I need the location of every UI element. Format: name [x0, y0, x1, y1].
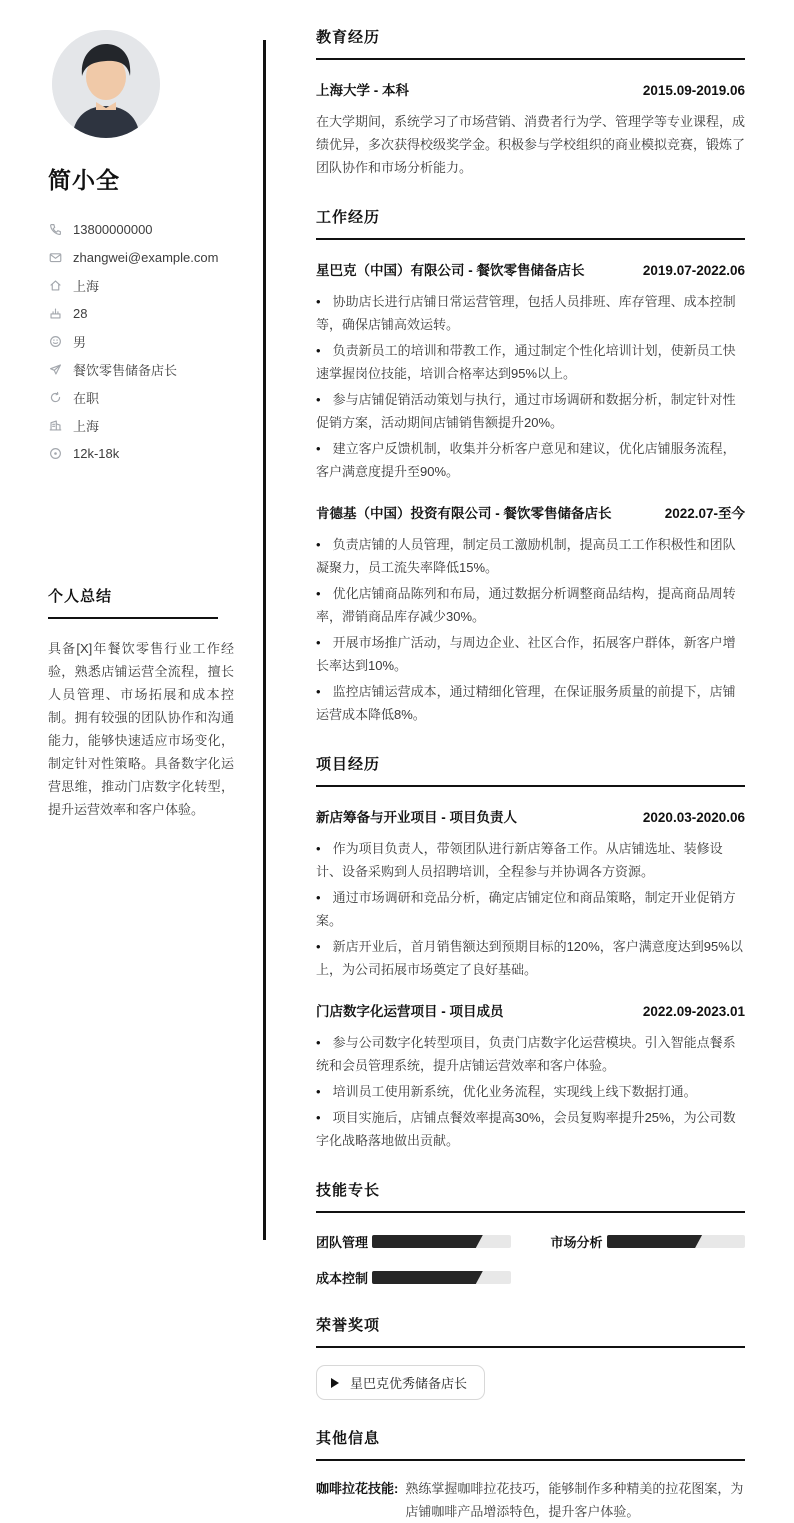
contact-city — [48, 411, 235, 439]
skill-bar-track — [372, 1235, 511, 1248]
other-info-label: 咖啡拉花技能: — [316, 1481, 399, 1496]
contact-value: 男 — [73, 334, 87, 350]
contact-value: 28 — [73, 305, 88, 321]
contact-value: 上海 — [73, 418, 100, 434]
education-heading: 教育经历 — [316, 26, 745, 60]
honors-section — [316, 1314, 745, 1400]
project-title: 新店筹备与开业项目 - 项目负责人 — [316, 810, 517, 825]
education-date: 2015.09-2019.06 — [642, 83, 745, 98]
candidate-name: 简小全 — [48, 167, 120, 193]
work-heading: 工作经历 — [316, 206, 745, 240]
contact-position — [48, 355, 235, 383]
salary-icon — [48, 446, 62, 460]
job-title: 肯德基（中国）投资有限公司 - 餐饮零售储备店长 — [316, 506, 612, 521]
contact-gender — [48, 327, 235, 355]
avatar-portrait — [52, 30, 160, 138]
badge-row — [316, 1365, 745, 1400]
contact-location — [48, 271, 235, 299]
main-content — [266, 0, 794, 1519]
project-bullet: • 培训员工使用新系统，优化业务流程，实现线上线下数据打通。 — [316, 1080, 745, 1103]
contact-value: 在职 — [73, 390, 100, 406]
project-item-header — [316, 806, 745, 826]
contact-age — [48, 299, 235, 327]
other-info-row — [316, 1477, 745, 1523]
contact-value: 上海 — [73, 278, 100, 294]
project-bullet: • 新店开业后，首月销售额达到预期目标的120%，客户满意度达到95%以上，为公司拓展市场奠定了良好基础。 — [316, 935, 745, 981]
skill-bar-fill — [372, 1271, 483, 1284]
city-icon — [48, 418, 62, 432]
work-section — [316, 206, 745, 726]
education-item — [316, 79, 745, 179]
gender-icon — [48, 334, 62, 348]
summary-heading: 个人总结 — [48, 585, 218, 619]
contact-value: 12k-18k — [73, 445, 120, 461]
projects-heading: 项目经历 — [316, 753, 745, 787]
project-bullet: • 通过市场调研和竞品分析，确定店铺定位和商品策略，制定开业促销方案。 — [316, 886, 745, 932]
skills-grid — [316, 1232, 745, 1287]
project-bullet: • 项目实施后，店铺点餐效率提高30%，会员复购率提升25%，为公司数字化战略落地做出贡献。 — [316, 1106, 745, 1152]
skill-bar-track — [372, 1271, 511, 1284]
job-title: 星巴克（中国）有限公司 - 餐饮零售储备店长 — [316, 263, 585, 278]
summary-section — [48, 585, 235, 821]
project-title: 门店数字化运营项目 - 项目成员 — [316, 1004, 504, 1019]
skills-section — [316, 1179, 745, 1287]
job-item-header — [316, 259, 745, 279]
avatar — [52, 30, 160, 138]
job-bullet: • 监控店铺运营成本，通过精细化管理，在保证服务质量的前提下，店铺运营成本降低8%。 — [316, 680, 745, 726]
honor-badge — [316, 1365, 485, 1400]
contact-phone — [48, 215, 235, 243]
contact-status — [48, 383, 235, 411]
skill-label: 团队管理 — [316, 1235, 369, 1250]
status-icon — [48, 390, 62, 404]
honor-badge-label: 星巴克优秀储备店长 — [350, 1376, 468, 1391]
job-bullet: • 参与店铺促销活动策划与执行，通过市场调研和数据分析，制定针对性促销方案，活动期间店铺销售额提升20%。 — [316, 388, 745, 434]
school-name: 上海大学 - 本科 — [316, 83, 409, 98]
project-bullet: • 参与公司数字化转型项目，负责门店数字化运营模块。引入智能点餐系统和会员管理系统，提升店铺运营效率和客户体验。 — [316, 1031, 745, 1077]
other-section — [316, 1427, 745, 1523]
project-item — [316, 1000, 745, 1152]
education-item-header — [316, 79, 745, 99]
job-bullet: • 负责店铺的人员管理，制定员工激励机制，提高员工工作积极性和团队凝聚力，员工流失率降低15%。 — [316, 533, 745, 579]
job-date: 2022.07-至今 — [664, 506, 745, 521]
honors-heading: 荣誉奖项 — [316, 1314, 745, 1348]
summary-text: 具备[X]年餐饮零售行业工作经验，熟悉店铺运营全流程，擅长人员管理、市场拓展和成本控制。拥有较强的团队协作和沟通能力，能够快速适应市场变化，制定针对性策略。具备数字化运营思维，推动门店数字化转型，提升运营效率和客户体验。 — [48, 641, 234, 817]
project-item-header — [316, 1000, 745, 1020]
job-bullet: • 负责新员工的培训和带教工作，通过制定个性化培训计划，使新员工快速掌握岗位技能，培训合格率达到95%以上。 — [316, 339, 745, 385]
job-item — [316, 502, 745, 726]
contact-list — [48, 215, 235, 467]
contact-value: zhangwei@example.com — [73, 249, 219, 265]
job-bullet: • 优化店铺商品陈列和布局，通过数据分析调整商品结构，提高商品周转率，滞销商品库存减少30%。 — [316, 582, 745, 628]
sidebar — [0, 0, 263, 1282]
job-item — [316, 259, 745, 483]
project-item — [316, 806, 745, 981]
education-description: 在大学期间，系统学习了市场营销、消费者行为学、管理学等专业课程，成绩优异，多次获得校级奖学金。积极参与学校组织的商业模拟竞赛，锻炼了团队协作和市场分析能力。 — [316, 114, 746, 175]
job-item-header — [316, 502, 745, 522]
projects-section — [316, 753, 745, 1152]
skill-bar-fill — [607, 1235, 703, 1248]
project-date: 2020.03-2020.06 — [642, 810, 745, 825]
skill-row — [316, 1268, 511, 1287]
triangle-icon — [331, 1378, 339, 1388]
skill-label: 成本控制 — [316, 1271, 369, 1286]
job-date: 2019.07-2022.06 — [642, 263, 745, 278]
skill-row — [551, 1232, 746, 1251]
job-bullet: • 开展市场推广活动，与周边企业、社区合作，拓展客户群体，新客户增长率达到10%。 — [316, 631, 745, 677]
education-section — [316, 26, 745, 179]
other-heading: 其他信息 — [316, 1427, 745, 1461]
skills-heading: 技能专长 — [316, 1179, 745, 1213]
home-icon — [48, 278, 62, 292]
phone-icon — [48, 222, 62, 236]
project-bullet: • 作为项目负责人，带领团队进行新店筹备工作。从店铺选址、装修设计、设备采购到人员招聘培训，全程参与并协调各方资源。 — [316, 837, 745, 883]
contact-value: 13800000000 — [73, 221, 153, 237]
skill-row — [316, 1232, 511, 1251]
project-date: 2022.09-2023.01 — [642, 1004, 745, 1019]
age-icon — [48, 306, 62, 320]
position-icon — [48, 362, 62, 376]
skill-bar-track — [607, 1235, 746, 1248]
skill-label: 市场分析 — [550, 1235, 603, 1250]
job-bullet: • 协助店长进行店铺日常运营管理，包括人员排班、库存管理、成本控制等，确保店铺高效运转。 — [316, 290, 745, 336]
contact-email — [48, 243, 235, 271]
contact-salary — [48, 439, 235, 467]
skill-bar-fill — [372, 1235, 483, 1248]
other-info-text: 熟练掌握咖啡拉花技巧，能够制作多种精美的拉花图案，为店铺咖啡产品增添特色，提升客户体验。 — [405, 1481, 744, 1519]
job-bullet: • 建立客户反馈机制，收集并分析客户意见和建议，优化店铺服务流程，客户满意度提升至90%。 — [316, 437, 745, 483]
mail-icon — [48, 250, 62, 264]
contact-value: 餐饮零售储备店长 — [73, 362, 178, 378]
